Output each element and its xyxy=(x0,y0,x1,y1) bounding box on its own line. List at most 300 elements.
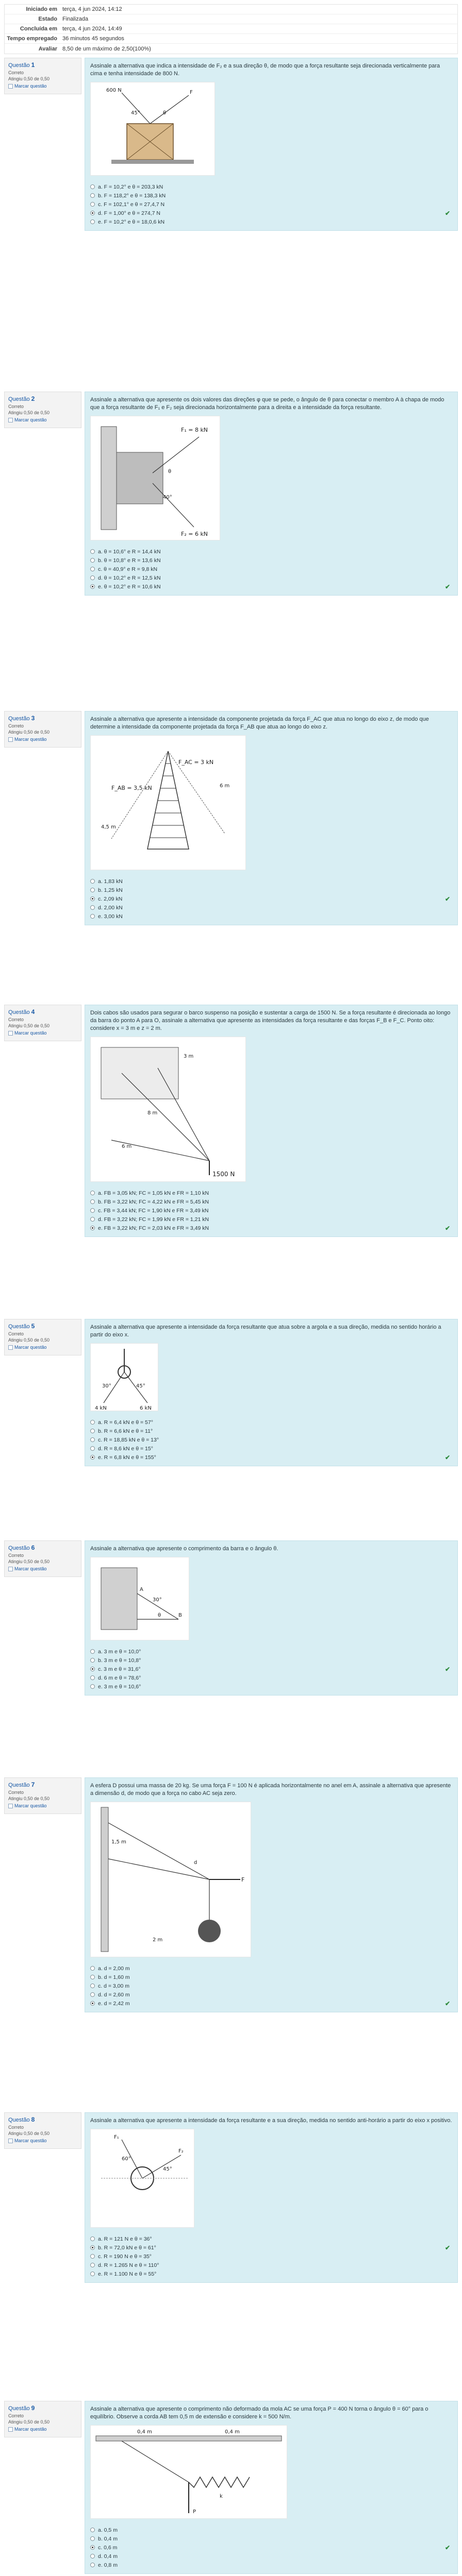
figure-label: 30° xyxy=(153,1597,162,1603)
answer-option-label: c. 3 m e θ = 31,6° xyxy=(98,1666,141,1672)
question-content xyxy=(85,1540,458,1696)
answer-option[interactable] xyxy=(90,1964,452,1973)
question-number-value: 5 xyxy=(31,1323,35,1330)
question-figure xyxy=(90,1037,246,1182)
flag-question-button[interactable] xyxy=(8,1566,77,1571)
figure-label: 45° xyxy=(163,2166,172,2172)
answer-option-label: a. θ = 10,6° e R = 14,4 kN xyxy=(98,548,161,555)
radio-button[interactable] xyxy=(90,2245,95,2250)
question-number-value: 9 xyxy=(31,2404,35,2412)
summary-value: terça, 4 jun 2024, 14:49 xyxy=(62,26,122,32)
figure-label: θ xyxy=(163,110,167,116)
answer-option-label: e. 3 m e θ = 10,6° xyxy=(98,1683,141,1690)
radio-button[interactable] xyxy=(90,1992,95,1997)
answer-option[interactable] xyxy=(90,1665,452,1673)
question-status: Correto xyxy=(8,70,24,75)
question-info xyxy=(4,711,81,748)
figure-label: F_AB = 3,5 kN xyxy=(111,785,152,791)
answer-option-label: b. 1,25 kN xyxy=(98,887,123,893)
radio-button[interactable] xyxy=(90,1975,95,1979)
figure-label: 6 m xyxy=(220,783,230,789)
answer-option-label: e. θ = 10,2° e R = 10,6 kN xyxy=(98,583,161,590)
radio-button[interactable] xyxy=(90,1191,95,1195)
answer-option-label: a. 1,83 kN xyxy=(98,878,123,885)
radio-button[interactable] xyxy=(90,1437,95,1442)
answer-option[interactable] xyxy=(90,1418,452,1427)
answer-option-label: a. 3 m e θ = 10,0° xyxy=(98,1648,141,1655)
answer-option[interactable] xyxy=(90,912,452,921)
radio-button[interactable] xyxy=(90,1217,95,1222)
question-text: Dois cabos são usados para segurar o barco suspenso na posição e sustentar a carga de 1500 N. Se a força resultante é direcionada ao longo da barra do ponto A para O, assinale a alternativa que apresente as intensidades da força resultante e das forças F_B e F_C. Ponto oito: considere x = 3 m e z = 2 m. xyxy=(90,1010,451,1031)
question-info xyxy=(4,392,81,428)
radio-button[interactable] xyxy=(90,1429,95,1433)
answer-option-label: d. FB = 3,22 kN; FC = 1,99 kN e FR = 1,21 kN xyxy=(98,1216,209,1223)
question-info xyxy=(4,1319,81,1355)
radio-button[interactable] xyxy=(90,2554,95,2558)
radio-button[interactable] xyxy=(90,914,95,919)
radio-button[interactable] xyxy=(90,2545,95,2550)
answer-option[interactable] xyxy=(90,1999,452,2008)
radio-button[interactable] xyxy=(90,1649,95,1654)
answer-option[interactable] xyxy=(90,1682,452,1691)
question-content xyxy=(85,392,458,596)
answer-option[interactable] xyxy=(90,1215,452,1224)
radio-button[interactable] xyxy=(90,1226,95,1230)
figure-label: 60° xyxy=(122,2156,131,2162)
answer-option-label: d. d = 2,60 m xyxy=(98,1991,130,1998)
question-figure xyxy=(90,2425,287,2519)
answer-option[interactable] xyxy=(90,217,452,226)
question-content xyxy=(85,1777,458,2012)
flag-label: Marcar questão xyxy=(14,2427,47,2432)
answer-option[interactable] xyxy=(90,894,452,903)
question-info xyxy=(4,2112,81,2149)
summary-value: 8,50 de um máximo de 2,50(100%) xyxy=(62,45,151,52)
radio-button[interactable] xyxy=(90,549,95,554)
correct-check-icon: ✔ xyxy=(444,1666,450,1673)
radio-button[interactable] xyxy=(90,575,95,580)
answer-option[interactable] xyxy=(90,556,452,565)
question-info xyxy=(4,2401,81,2437)
answer-option-label: c. F = 102,1° e θ = 27,4,7 N xyxy=(98,201,165,208)
question-content xyxy=(85,2401,458,2574)
question-content xyxy=(85,1319,458,1466)
mechanics-diagram xyxy=(91,1037,245,1181)
radio-button[interactable] xyxy=(90,1446,95,1451)
flag-question-button[interactable] xyxy=(8,1345,77,1350)
mechanics-diagram xyxy=(91,416,220,540)
answer-option-label: b. FB = 3,22 kN; FC = 4,22 kN e FR = 5,45 kN xyxy=(98,1198,209,1205)
flag-question-button[interactable] xyxy=(8,737,77,742)
mechanics-diagram xyxy=(91,2129,194,2227)
flag-icon xyxy=(8,1031,13,1036)
question-number-value: 6 xyxy=(31,1544,35,1551)
question-text: Assinale a alternativa que apresente os dois valores das direções φ que se pede, o ângulo de θ para conectar o membro A à chapa de modo que a força resultante de F₁ e F₂ seja direcionada horizontalmente para a direita e a intensidade da força resultante. xyxy=(90,397,444,411)
question-grade: Atingiu 0,50 de 0,50 xyxy=(8,2419,50,2425)
answer-option[interactable] xyxy=(90,1981,452,1990)
answer-option[interactable] xyxy=(90,200,452,209)
figure-label: 45° xyxy=(131,110,140,116)
attempt-summary xyxy=(4,4,458,54)
question-status: Correto xyxy=(8,2125,24,2130)
radio-button[interactable] xyxy=(90,184,95,189)
figure-label: 3 m xyxy=(184,1054,194,1059)
flag-icon xyxy=(8,84,13,89)
answer-option[interactable] xyxy=(90,1224,452,1232)
question-status: Correto xyxy=(8,2413,24,2418)
question-figure xyxy=(90,416,220,540)
flag-label: Marcar questão xyxy=(14,1803,47,1808)
radio-button[interactable] xyxy=(90,1455,95,1460)
summary-value: terça, 4 jun 2024, 14:12 xyxy=(62,6,122,12)
answer-option-label: e. R = 1.100 N e θ = 55° xyxy=(98,2270,157,2277)
question-status: Correto xyxy=(8,1017,24,1022)
answer-options xyxy=(90,1418,452,1462)
answer-option[interactable] xyxy=(90,1427,452,1435)
question-status: Correto xyxy=(8,404,24,409)
question-text: Assinale a alternativa que apresente a intensidade da componente projetada da força F_AC que atua no longo do eixo z, de modo que determine a intensidade da componente projetada da força F_AB que atua ao longo do eixo z. xyxy=(90,716,429,730)
answer-option[interactable] xyxy=(90,1990,452,1999)
answer-option[interactable] xyxy=(90,2552,452,2561)
figure-label: F₂ xyxy=(178,2148,184,2154)
question-status: Correto xyxy=(8,1331,24,1336)
figure-label: 8 m xyxy=(147,1110,158,1116)
answer-option[interactable] xyxy=(90,1647,452,1656)
radio-button[interactable] xyxy=(90,219,95,224)
answer-option-label: c. R = 190 N e θ = 35° xyxy=(98,2253,152,2260)
answer-option-label: d. 0,4 m xyxy=(98,2553,118,2560)
answer-option-label: b. R = 6,6 kN e θ = 11° xyxy=(98,1428,153,1434)
correct-check-icon: ✔ xyxy=(444,1225,450,1232)
figure-label: F₂ = 6 kN xyxy=(181,531,208,537)
flag-icon xyxy=(8,737,13,742)
question-number-value: 3 xyxy=(31,715,35,722)
answer-option-label: b. F = 118,2° e θ = 138,3 kN xyxy=(98,192,166,199)
flag-icon xyxy=(8,1804,13,1808)
answer-option[interactable] xyxy=(90,2261,452,2269)
question-grade: Atingiu 0,50 de 0,50 xyxy=(8,76,50,81)
figure-label: θ xyxy=(158,1613,161,1618)
figure-label: 600 N xyxy=(106,88,122,93)
radio-button[interactable] xyxy=(90,211,95,215)
radio-button[interactable] xyxy=(90,2563,95,2567)
question-info xyxy=(4,1005,81,1041)
answer-option-label: b. R = 72,0 kN e θ = 61° xyxy=(98,2244,156,2251)
radio-button[interactable] xyxy=(90,888,95,892)
summary-label: Iniciado em xyxy=(26,6,57,12)
question-number: Questão 3 xyxy=(8,715,35,722)
radio-button[interactable] xyxy=(90,2263,95,2267)
radio-button[interactable] xyxy=(90,2254,95,2259)
question-content xyxy=(85,711,458,925)
question-figure xyxy=(90,1557,189,1640)
figure-label: A xyxy=(140,1587,143,1592)
flag-question-button[interactable] xyxy=(8,2138,77,2143)
answer-option-label: e. 3,00 kN xyxy=(98,913,123,920)
figure-label: F xyxy=(241,1876,245,1883)
radio-button[interactable] xyxy=(90,896,95,901)
answer-option[interactable] xyxy=(90,565,452,573)
question-content xyxy=(85,2112,458,2283)
figure-label: d xyxy=(194,1860,197,1866)
figure-label: k xyxy=(220,2494,223,2499)
flag-label: Marcar questão xyxy=(14,83,47,89)
answer-option-label: b. 3 m e θ = 10,8° xyxy=(98,1657,141,1664)
summary-row xyxy=(5,34,457,44)
answer-option[interactable] xyxy=(90,582,452,591)
answer-option-label: b. d = 1,60 m xyxy=(98,1974,130,1980)
radio-button[interactable] xyxy=(90,2001,95,2006)
figure-label: B xyxy=(178,1613,182,1618)
radio-button[interactable] xyxy=(90,905,95,910)
mechanics-diagram xyxy=(91,2426,287,2518)
radio-button[interactable] xyxy=(90,558,95,563)
flag-label: Marcar questão xyxy=(14,1345,47,1350)
summary-label: Tempo empregado xyxy=(7,36,57,42)
summary-row xyxy=(5,5,457,14)
figure-label: F xyxy=(190,90,193,95)
figure-label: F₁ = 8 kN xyxy=(181,427,208,433)
question-number: Questão 7 xyxy=(8,1781,35,1788)
question-text: Assinale a alternativa que apresente o comprimento da barra e o ângulo θ. xyxy=(90,1546,278,1552)
answer-option-label: c. R = 18,85 kN e θ = 13° xyxy=(98,1436,159,1443)
question-text: Assinale a alternativa que apresente a intensidade da força resultante e a sua direção, medida no sentido anti-horário a partir do eixo x positivo. xyxy=(90,2117,452,2124)
question-grade: Atingiu 0,50 de 0,50 xyxy=(8,1796,50,1801)
answer-option[interactable] xyxy=(90,2243,452,2252)
radio-button[interactable] xyxy=(90,1684,95,1689)
summary-value: 36 minutos 45 segundos xyxy=(62,36,124,42)
answer-option-label: a. FB = 3,05 kN; FC = 1,05 kN e FR = 1,10 kN xyxy=(98,1190,209,1196)
correct-check-icon: ✔ xyxy=(444,2544,450,2551)
question-figure xyxy=(90,735,246,870)
answer-option-label: a. F = 10,2° e θ = 203,3 kN xyxy=(98,183,163,190)
mechanics-diagram xyxy=(91,736,245,870)
answer-option[interactable] xyxy=(90,1444,452,1453)
radio-button[interactable] xyxy=(90,1667,95,1671)
question-number: Questão 6 xyxy=(8,1544,35,1551)
summary-row xyxy=(5,44,457,54)
answer-option-label: d. F = 1,00° e θ = 274,7 N xyxy=(98,210,160,216)
answer-option[interactable] xyxy=(90,547,452,556)
answer-option-label: d. R = 8,6 kN e θ = 15° xyxy=(98,1445,153,1452)
answer-option[interactable] xyxy=(90,1206,452,1215)
figure-label: 1,5 m xyxy=(111,1839,126,1845)
flag-question-button[interactable] xyxy=(8,83,77,89)
mechanics-diagram xyxy=(91,82,214,175)
answer-option-label: a. 0,5 m xyxy=(98,2527,118,2533)
figure-label: 30° xyxy=(102,1383,111,1389)
answer-options xyxy=(90,1964,452,2008)
summary-value: Finalizada xyxy=(62,16,89,22)
radio-button[interactable] xyxy=(90,1420,95,1425)
radio-button[interactable] xyxy=(90,1984,95,1988)
question-grade: Atingiu 0,50 de 0,50 xyxy=(8,1023,50,1028)
question-figure xyxy=(90,1343,158,1411)
answer-options xyxy=(90,1189,452,1232)
question-info xyxy=(4,1777,81,1814)
answer-option[interactable] xyxy=(90,182,452,191)
question-grade: Atingiu 0,50 de 0,50 xyxy=(8,1559,50,1564)
figure-label: 2 m xyxy=(153,1937,163,1943)
figure-label: 4,5 m xyxy=(101,824,116,830)
flag-question-button[interactable] xyxy=(8,417,77,422)
radio-button[interactable] xyxy=(90,879,95,884)
answer-option-label: a. R = 6,4 kN e θ = 57° xyxy=(98,1419,153,1426)
answer-option[interactable] xyxy=(90,2561,452,2569)
summary-label: Avaliar xyxy=(38,45,57,52)
correct-check-icon: ✔ xyxy=(444,1454,450,1461)
radio-button[interactable] xyxy=(90,2528,95,2532)
radio-button[interactable] xyxy=(90,584,95,589)
radio-button[interactable] xyxy=(90,202,95,207)
figure-label: 40° xyxy=(163,495,172,500)
answer-option[interactable] xyxy=(90,886,452,894)
answer-options xyxy=(90,2234,452,2278)
answer-option[interactable] xyxy=(90,1453,452,1462)
correct-check-icon: ✔ xyxy=(444,210,450,217)
figure-label: P xyxy=(193,2509,196,2515)
answer-option[interactable] xyxy=(90,2534,452,2543)
correct-check-icon: ✔ xyxy=(444,2244,450,2251)
figure-label: 45° xyxy=(136,1383,145,1389)
flag-label: Marcar questão xyxy=(14,737,47,742)
flag-label: Marcar questão xyxy=(14,1566,47,1571)
mechanics-diagram xyxy=(91,1344,158,1411)
answer-option[interactable] xyxy=(90,2543,452,2552)
figure-label: 0,4 m xyxy=(225,2429,240,2435)
question-number-value: 4 xyxy=(31,1008,35,1015)
question-figure xyxy=(90,1802,251,1957)
question-number: Questão 4 xyxy=(8,1008,35,1015)
mechanics-diagram xyxy=(91,1557,189,1640)
question-number: Questão 8 xyxy=(8,2116,35,2123)
flag-question-button[interactable] xyxy=(8,1803,77,1808)
question-info xyxy=(4,1540,81,1577)
answer-option-label: e. 0,8 m xyxy=(98,2562,118,2568)
radio-button[interactable] xyxy=(90,193,95,198)
flag-icon xyxy=(8,418,13,422)
question-number: Questão 2 xyxy=(8,395,35,402)
answer-option-label: a. d = 2,00 m xyxy=(98,1965,130,1972)
answer-option[interactable] xyxy=(90,1435,452,1444)
answer-option-label: d. θ = 10,2° e R = 12,5 kN xyxy=(98,574,161,581)
question-status: Correto xyxy=(8,723,24,728)
answer-option[interactable] xyxy=(90,1973,452,1981)
answer-option-label: e. R = 6,8 kN e θ = 155° xyxy=(98,1454,156,1461)
figure-label: 6 m xyxy=(122,1144,132,1149)
correct-check-icon: ✔ xyxy=(444,583,450,590)
answer-option[interactable] xyxy=(90,1189,452,1197)
flag-question-button[interactable] xyxy=(8,1030,77,1036)
question-number-value: 2 xyxy=(31,395,35,402)
question-grade: Atingiu 0,50 de 0,50 xyxy=(8,2131,50,2136)
flag-icon xyxy=(8,1567,13,1571)
radio-button[interactable] xyxy=(90,2236,95,2241)
answer-option[interactable] xyxy=(90,2252,452,2261)
summary-row xyxy=(5,24,457,34)
question-grade: Atingiu 0,50 de 0,50 xyxy=(8,1337,50,1343)
answer-option[interactable] xyxy=(90,573,452,582)
question-number: Questão 1 xyxy=(8,61,35,69)
answer-options xyxy=(90,1647,452,1691)
flag-label: Marcar questão xyxy=(14,1030,47,1036)
radio-button[interactable] xyxy=(90,1208,95,1213)
question-text: Assinale a alternativa que apresente a intensidade da força resultante que atua sobre a argola e a sua direção, medida no sentido horário a partir do eixo x. xyxy=(90,1324,441,1338)
flag-label: Marcar questão xyxy=(14,417,47,422)
radio-button[interactable] xyxy=(90,1966,95,1971)
question-info xyxy=(4,58,81,94)
radio-button[interactable] xyxy=(90,2536,95,2541)
summary-label: Concluída em xyxy=(20,26,57,32)
figure-label: 6 kN xyxy=(140,1405,152,1411)
answer-option-label: e. d = 2,42 m xyxy=(98,2000,130,2007)
answer-option[interactable] xyxy=(90,1197,452,1206)
question-grade: Atingiu 0,50 de 0,50 xyxy=(8,730,50,735)
radio-button[interactable] xyxy=(90,1658,95,1663)
answer-option[interactable] xyxy=(90,2234,452,2243)
figure-label: 0,4 m xyxy=(137,2429,152,2435)
figure-label: θ xyxy=(168,469,172,474)
answer-option-label: a. R = 121 N e θ = 36° xyxy=(98,2235,152,2242)
answer-option[interactable] xyxy=(90,903,452,912)
figure-label: F₁ xyxy=(114,2134,119,2140)
flag-icon xyxy=(8,1345,13,1350)
flag-label: Marcar questão xyxy=(14,2138,47,2143)
answer-option-label: e. FB = 3,22 kN; FC = 2,03 kN e FR = 3,49 kN xyxy=(98,1225,209,1231)
radio-button[interactable] xyxy=(90,1199,95,1204)
radio-button[interactable] xyxy=(90,1675,95,1680)
answer-option-label: b. 0,4 m xyxy=(98,2535,118,2542)
answer-option[interactable] xyxy=(90,877,452,886)
answer-option[interactable] xyxy=(90,2526,452,2534)
correct-check-icon: ✔ xyxy=(444,2000,450,2007)
figure-label: 4 kN xyxy=(95,1405,107,1411)
question-number: Questão 5 xyxy=(8,1323,35,1330)
answer-option-label: c. d = 3,00 m xyxy=(98,1982,129,1989)
answer-option-label: c. 2,09 kN xyxy=(98,895,123,902)
figure-label: 1500 N xyxy=(212,1171,235,1178)
radio-button[interactable] xyxy=(90,567,95,571)
answer-option-label: b. θ = 10,8° e R = 13,6 kN xyxy=(98,557,161,564)
question-text: A esfera D possui uma massa de 20 kg. Se uma força F = 100 N é aplicada horizontalmente no anel em A, assinale a alternativa que apresente a dimensão d, de modo que a força no cabo AC seja zero. xyxy=(90,1783,451,1797)
answer-option[interactable] xyxy=(90,2269,452,2278)
question-content xyxy=(85,1005,458,1237)
question-grade: Atingiu 0,50 de 0,50 xyxy=(8,410,50,415)
question-number-value: 8 xyxy=(31,2116,35,2123)
question-figure xyxy=(90,2129,194,2228)
question-number-value: 1 xyxy=(31,61,35,69)
correct-check-icon: ✔ xyxy=(444,895,450,903)
question-status: Correto xyxy=(8,1553,24,1558)
answer-option[interactable] xyxy=(90,191,452,200)
radio-button[interactable] xyxy=(90,2272,95,2276)
answer-option-label: c. θ = 40,9° e R = 9,8 kN xyxy=(98,566,158,572)
answer-option-label: d. 2,00 kN xyxy=(98,904,123,911)
question-content xyxy=(85,58,458,231)
question-number: Questão 9 xyxy=(8,2404,35,2412)
summary-row xyxy=(5,14,457,24)
answer-options xyxy=(90,877,452,921)
answer-option[interactable] xyxy=(90,209,452,217)
mechanics-diagram xyxy=(91,1802,251,1957)
question-text: Assinale a alternativa que indica a intensidade de F₂ e a sua direção θ, de modo que a força resultante seja direcionada verticalmente para cima e tenha intensidade de 800 N. xyxy=(90,63,440,77)
answer-option[interactable] xyxy=(90,1673,452,1682)
flag-question-button[interactable] xyxy=(8,2427,77,2432)
answer-option-label: d. R = 1.265 N e θ = 110° xyxy=(98,2262,159,2268)
answer-option-label: e. F = 10,2° e θ = 18,0,6 kN xyxy=(98,218,165,225)
answer-option[interactable] xyxy=(90,1656,452,1665)
question-status: Correto xyxy=(8,1790,24,1795)
